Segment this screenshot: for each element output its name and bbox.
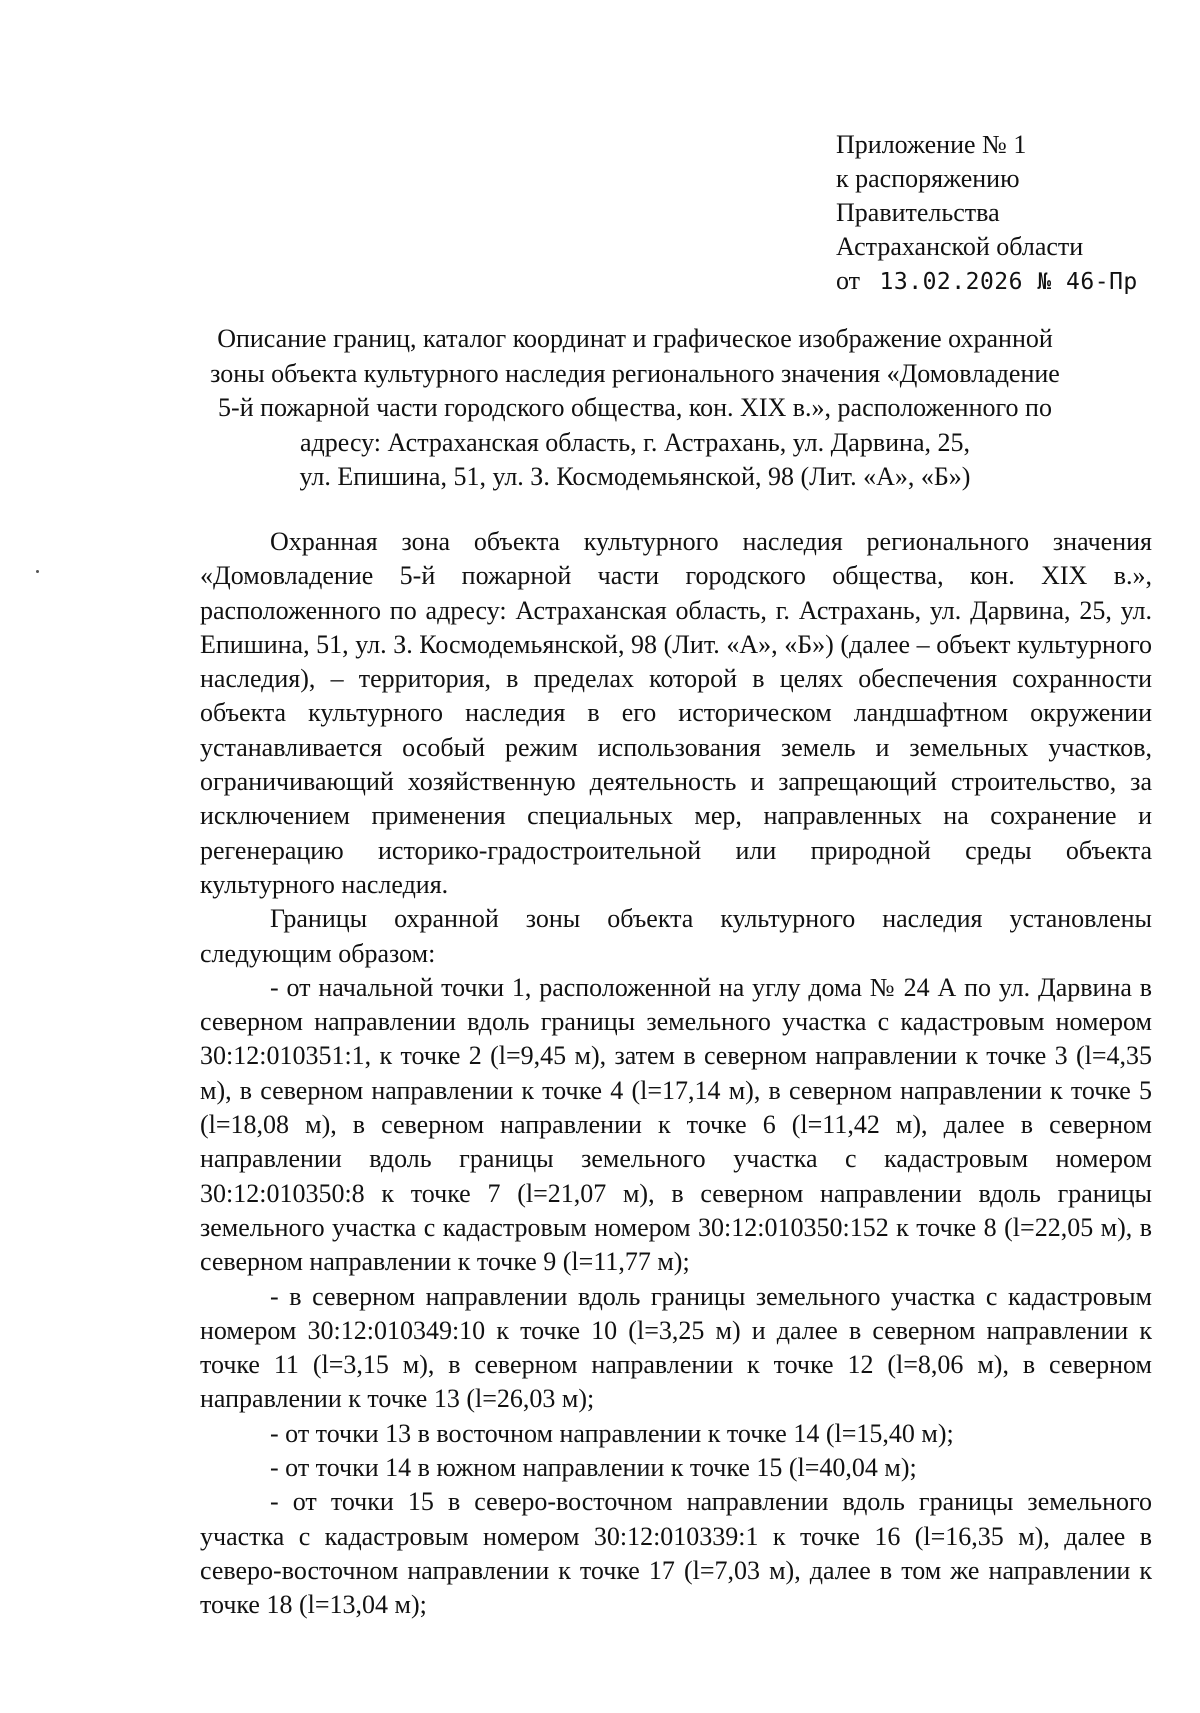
appendix-line-1: Приложение № 1	[836, 130, 1027, 159]
boundary-item: - от начальной точки 1, расположенной на углу дома № 24 А по ул. Дарвина в северном направлении вдоль границы земельного участка с кадастровым номером 30:12:010351:1, к точке 2 (l=9,45 м), затем в северном направлении к точке 3 (l=4,35 м), в северном направлении к точке 4 (l=17,14 м), в северном направлении к точке 5 (l=18,08 м), в северном направлении к точке 6 (l=11,42 м), далее в северном направлении вдоль границы земельного участка с кадастровым номером 30:12:010350:8 к точке 7 (l=21,07 м), в северном направлении вдоль границы земельного участка с кадастровым номером 30:12:010350:152 к точке 8 (l=22,05 м), в северном направлении к точке 9 (l=11,77 м);	[200, 972, 1152, 1277]
order-date-number: 13.02.2026 № 46-Пр	[879, 269, 1138, 295]
document-title	[185, 322, 1085, 495]
boundary-item: - от точки 14 в южном направлении к точке 15 (l=40,04 м);	[270, 1453, 917, 1483]
appendix-header	[836, 128, 1166, 299]
scan-speck	[36, 570, 39, 573]
paragraph-boundaries-intro: Границы охранной зоны объекта культурного наследия установлены следующим образом:	[200, 904, 1152, 968]
date-prefix: от	[836, 266, 861, 295]
title-line-5: ул. Епишина, 51, ул. З. Космодемьянской, 98 (Лит. «А», «Б»)	[299, 462, 971, 491]
title-line-4: адресу: Астраханская область, г. Астрахань, ул. Дарвина, 25,	[299, 427, 970, 457]
title-line-3: 5-й пожарной части городского общества, кон. XIX в.», расположенного по	[218, 393, 1052, 422]
boundary-item: - от точки 13 в восточном направлении к точке 14 (l=15,40 м);	[270, 1418, 954, 1448]
title-line-1: Описание границ, каталог координат и графическое изображение охранной	[217, 324, 1053, 353]
document-body	[200, 525, 1152, 1623]
title-line-2: зоны объекта культурного наследия регионального значения «Домовладение	[210, 358, 1060, 388]
appendix-line-3: Правительства	[836, 198, 1000, 227]
appendix-date-line	[836, 264, 1166, 299]
boundary-item: - в северном направлении вдоль границы земельного участка с кадастровым номером 30:12:010349:10 к точке 10 (l=3,25 м) и далее в северном направлении к точке 11 (l=3,15 м), в северном направлении к точке 12 (l=8,06 м), в северном направлении к точке 13 (l=26,03 м);	[200, 1281, 1152, 1414]
paragraph-definition: Охранная зона объекта культурного наследия регионального значения «Домовладение 5-й пожарной части городского общества, кон. XIX в.», расположенного по адресу: Астраханская область, г. Астрахань, ул. Дарвина, 25, ул. Епишина, 51, ул. З. Космодемьянской, 98 (Лит. «А», «Б») (далее – объект культурного наследия), – территория, в пределах которой в целях обеспечения сохранности объекта культурного наследия в его историческом ландшафтном окружении устанавливается особый режим использования земель и земельных участков, ограничивающий хозяйственную деятельность и запрещающий строительство, за исключением применения специальных мер, направленных на сохранение и регенерацию историко-градостроительной или природной среды объекта культурного наследия.	[200, 527, 1152, 899]
appendix-line-2: к распоряжению	[836, 164, 1020, 193]
boundary-item: - от точки 15 в северо-восточном направлении вдоль границы земельного участка с кадастровым номером 30:12:010339:1 к точке 16 (l=16,35 м), далее в северо-восточном направлении к точке 17 (l=7,03 м), далее в том же направлении к точке 18 (l=13,04 м);	[200, 1487, 1152, 1620]
appendix-line-4: Астраханской области	[836, 232, 1084, 261]
